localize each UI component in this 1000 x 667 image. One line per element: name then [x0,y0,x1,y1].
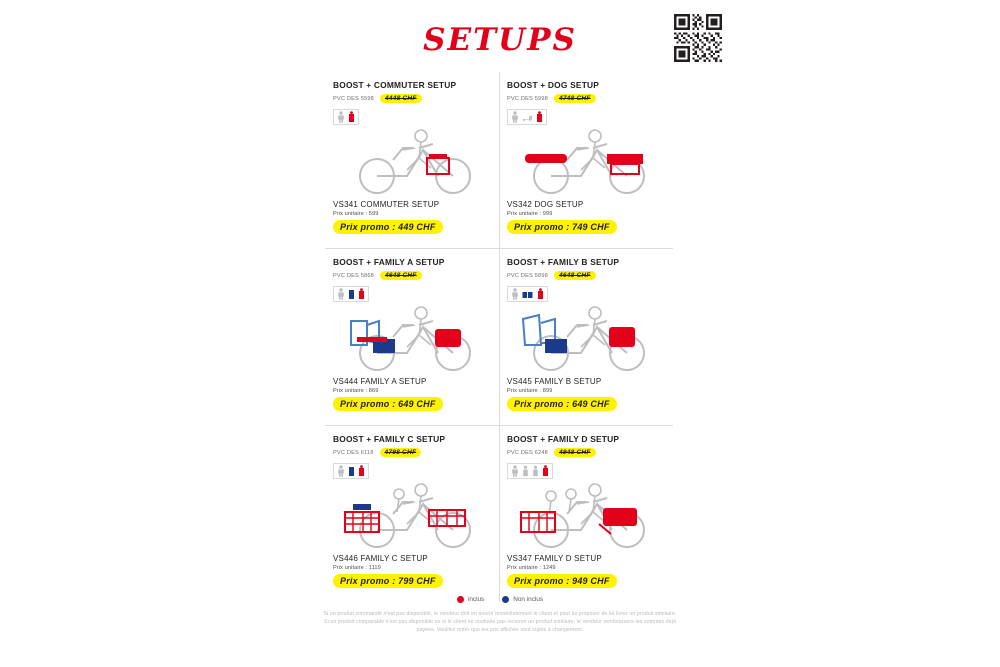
setup-ref: PVC DES 5598 [333,95,374,102]
promo-price: Prix promo : 449 CHF [333,220,443,234]
setup-old-price: 4448 CHF [380,94,422,103]
setup-old-price: 4748 CHF [554,94,596,103]
setups-grid [325,72,673,602]
setup-title: BOOST + FAMILY A SETUP [333,257,445,267]
setup-title: BOOST + FAMILY B SETUP [507,257,620,267]
product-block [333,377,493,412]
setup-card[interactable] [325,249,499,425]
product-name: VS341 COMMUTER SETUP [333,200,440,209]
setup-ref: PVC DES 6248 [507,449,548,456]
legend [400,596,600,603]
promo-price: Prix promo : 799 CHF [333,574,443,588]
basket-icon [536,111,543,123]
setup-card[interactable] [499,72,673,248]
bike-illustration [507,478,667,550]
setup-title: BOOST + DOG SETUP [507,80,600,90]
baby-seat-icon [522,290,534,299]
setup-title: BOOST + COMMUTER SETUP [333,80,457,90]
unit-price: Prix unitaire : 999 [507,211,553,217]
legend-item-not-included [502,596,543,603]
setup-title: BOOST + FAMILY D SETUP [507,434,620,444]
page-title: SETUPS [423,22,577,58]
unit-price: Prix unitaire : 599 [333,211,379,217]
dog-icon [522,113,533,122]
setup-ref-row [333,94,493,103]
pictogram-strip [333,109,359,125]
setup-old-price: 4648 CHF [380,271,422,280]
footer-line-1: Si un produit commandé n'est pas disponible, le vendeur doit en avertir immédiatement le client et peut lui proposer de lui livrer un produit similaire. [323,611,677,617]
product-name: VS347 FAMILY D SETUP [507,554,602,563]
child-icon [522,465,529,477]
basket-icon [358,288,365,300]
legend-item-included [457,596,484,603]
setup-ref-row [507,271,667,280]
setup-ref: PVC DES 5898 [507,272,548,279]
basket-icon [348,111,355,123]
setup-title: BOOST + FAMILY C SETUP [333,434,446,444]
setup-card[interactable] [325,72,499,248]
child-seat-icon [348,465,355,477]
promo-price: Prix promo : 949 CHF [507,574,617,588]
child-seat-icon [348,288,355,300]
setup-old-price: 4798 CHF [380,448,422,457]
promo-price: Prix promo : 649 CHF [507,397,617,411]
adult-icon [337,111,345,123]
included-dot-icon [457,596,464,603]
product-name: VS446 FAMILY C SETUP [333,554,428,563]
pictogram-strip [507,109,547,125]
unit-price: Prix unitaire : 1119 [333,565,381,571]
adult-icon [511,111,519,123]
bike-illustration [507,301,667,373]
basket-icon [542,465,549,477]
pictogram-strip [507,286,548,302]
unit-price: Prix unitaire : 869 [333,388,379,394]
bike-illustration [333,301,493,373]
product-block [507,554,667,589]
basket-icon [537,288,544,300]
product-block [507,200,667,235]
product-name: VS445 FAMILY B SETUP [507,377,602,386]
setup-ref: PVC DES 5868 [333,272,374,279]
adult-icon [337,465,345,477]
pictogram-strip [333,463,369,479]
product-block [333,554,493,589]
adult-icon [511,288,519,300]
not-included-dot-icon [502,596,509,603]
setup-card[interactable] [499,249,673,425]
product-block [507,377,667,412]
footer-line-2: Si un produit comparable n'est pas disponible ou si le client ne souhaite pas recevoir un produit similaire, le vendeur remboursera les sommes déjà [324,619,676,625]
legend-not-included-label: Non inclus [513,596,544,603]
product-name: VS444 FAMILY A SETUP [333,377,427,386]
setup-card[interactable] [325,426,499,602]
legend-included-label: inclus [467,596,485,603]
unit-price: Prix unitaire : 1249 [507,565,556,571]
setup-ref-row [507,94,667,103]
footer-disclaimer [280,610,720,634]
pictogram-strip [333,286,369,302]
pictogram-strip [507,463,553,479]
setup-ref-row [333,271,493,280]
setup-card[interactable] [499,426,673,602]
promo-price: Prix promo : 649 CHF [333,397,443,411]
promo-price: Prix promo : 749 CHF [507,220,617,234]
footer-line-3: payées. Veuillez noter que les prix affichés sont sujets à changement. [416,627,584,633]
setup-ref: PVC DES 5998 [507,95,548,102]
adult-icon [511,465,519,477]
product-name: VS342 DOG SETUP [507,200,584,209]
unit-price: Prix unitaire : 899 [507,388,553,394]
setup-old-price: 4948 CHF [554,448,596,457]
child-icon [532,465,539,477]
product-block [333,200,493,235]
setup-old-price: 4648 CHF [554,271,596,280]
bike-illustration [507,124,667,196]
setup-ref-row [333,448,493,457]
adult-icon [337,288,345,300]
bike-illustration [333,478,493,550]
setup-ref-row [507,448,667,457]
setup-ref: PVC DES 6118 [333,449,374,456]
basket-icon [358,465,365,477]
qr-code-icon[interactable] [674,14,722,62]
bike-illustration [333,124,493,196]
